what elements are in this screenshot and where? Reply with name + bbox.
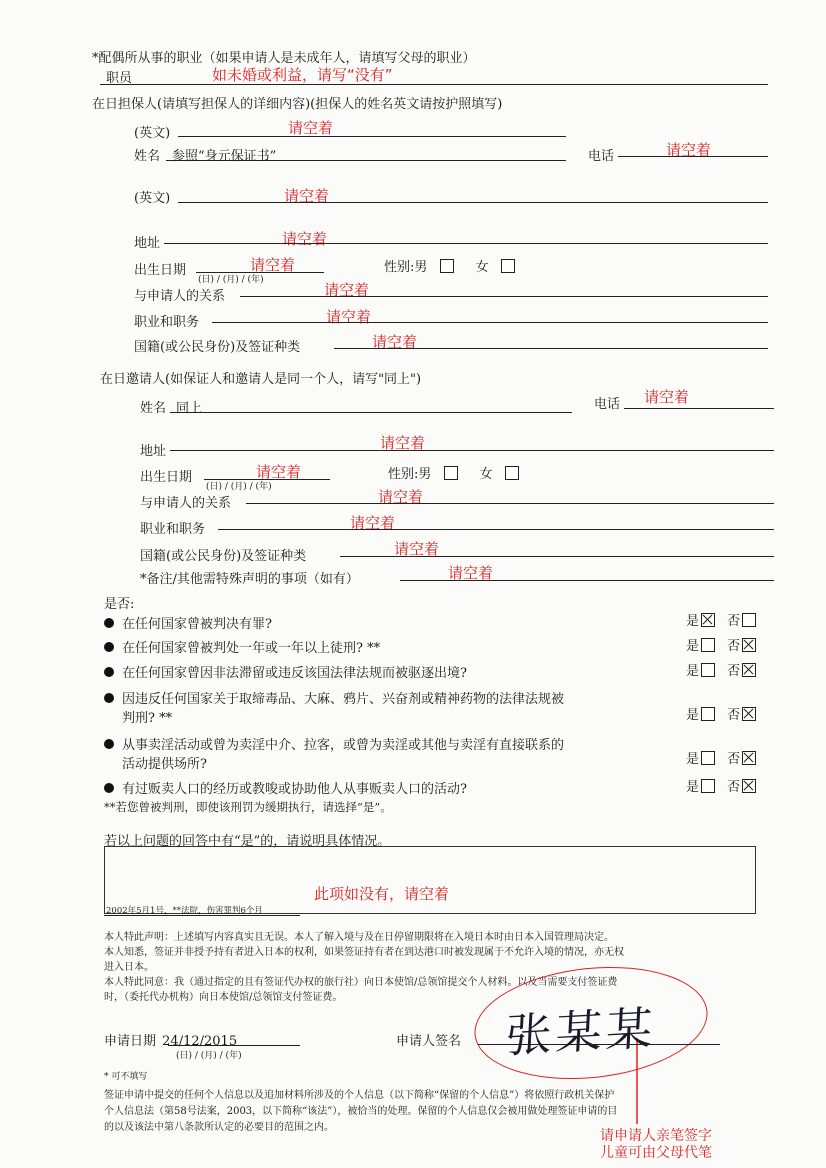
question-1 [104,613,272,632]
inviter-nationality-value[interactable]: 请空着 [394,540,440,558]
question-4-line2: 判刑? ** [122,711,173,726]
guarantor-en2-value[interactable]: 请空着 [284,187,330,205]
no-label: 否 [727,708,741,723]
inviter-job-label: 职业和职务 [140,522,206,537]
inviter-male-checkbox[interactable] [444,466,458,480]
inviter-relation-line [246,503,774,504]
inviter-address-line [170,450,774,451]
explain-note: 此项如没有，请空着 [314,885,450,903]
bullet-icon [104,693,114,703]
inviter-phone-label: 电话 [594,397,621,412]
bullet-icon [104,667,114,677]
inviter-phone-line [624,408,774,409]
inviter-job-line [218,529,774,530]
inviter-remark-line [400,580,774,581]
declaration-line-2: 本人知悉，签证并非授予持有者进入日本的权利，如果签证持有者在到达港口时被发现属于不允许入境的情况，亦无权 [104,947,624,958]
apply-date-line [168,1045,300,1046]
privacy-line-2: 个人信息法（第58号法案，2003，以下简称“该法”），被恰当的处理。保留的个人信息仅会被用做处理签证申请的目 [104,1106,618,1117]
inviter-remark-value[interactable]: 请空着 [448,564,494,582]
yes-checkbox[interactable] [701,613,715,627]
declaration-line-5: 时，（委托代办机构）向日本使馆/总领馆支付签证费。 [104,992,343,1003]
question-5-answer [686,748,758,767]
guarantor-en-line [178,136,566,137]
yes-label: 是 [686,752,700,767]
guarantor-name-value[interactable]: 参照“身元保证书” [172,149,277,164]
guarantor-female-label: 女 [475,260,489,275]
signature-value[interactable]: 张某某 [504,1001,658,1063]
apply-date-label: 申请日期 [104,1034,157,1049]
inviter-dob-value[interactable]: 请空着 [256,463,302,481]
inviter-heading: 在日邀请人(如保证人和邀请人是同一个人，请写"同上") [100,372,422,387]
inviter-female-checkbox[interactable] [505,466,519,480]
guarantor-job-label: 职业和职务 [134,315,200,330]
guarantor-phone-value[interactable]: 请空着 [666,141,712,159]
guarantor-female-checkbox[interactable] [501,259,515,273]
signature-label: 申请人签名 [396,1034,462,1049]
declaration-line-1: 本人特此声明：上述填写内容真实且无误。本人了解入境与及在日停留期限将在入境日本时由日本入国管理局决定。 [104,932,614,943]
guarantor-en2-line [178,202,768,203]
guarantor-en-label: (英文) [134,126,171,141]
guarantor-job-line [212,322,768,323]
bullet-icon [104,618,114,628]
question-text: 从事卖淫活动或曾为卖淫中介、拉客，或曾为卖淫或其他与卖淫有直接联系的 [122,738,565,753]
no-checkbox[interactable] [742,638,756,652]
no-checkbox[interactable] [742,779,756,793]
explain-label: 若以上问题的回答中有“是”的，请说明具体情况。 [104,834,391,849]
no-checkbox[interactable] [742,707,756,721]
bullet-icon [104,642,114,652]
inviter-job-value[interactable]: 请空着 [350,514,396,532]
guarantor-relation-value[interactable]: 请空着 [324,281,370,299]
no-label: 否 [727,639,741,654]
question-1-answer [686,610,758,629]
no-label: 否 [727,752,741,767]
inviter-address-value[interactable]: 请空着 [380,434,426,452]
guarantor-relation-label: 与申请人的关系 [134,289,226,304]
question-6 [104,778,467,797]
guarantor-sex-label: 性别:男 [384,260,428,275]
bullet-icon [104,783,114,793]
question-text: 有过贩卖人口的经历或教唆或协助他人从事贩卖人口的活动? [122,782,467,797]
question-2 [104,637,380,656]
inviter-female-label: 女 [479,467,493,482]
guarantor-address-line [164,243,768,244]
question-5-line2: 活动提供场所? [122,757,207,772]
question-4-answer [686,704,758,723]
question-5 [104,734,564,753]
sign-note-line-2: 儿童可由父母代笔 [600,1145,712,1161]
spouse-occupation-line [100,84,768,85]
spouse-occupation-question: *配偶所从事的职业（如果申请人是未成年人，请填写父母的职业） [92,51,476,66]
inviter-phone-value[interactable]: 请空着 [644,388,690,406]
question-text: 在任何国家曾被判处一年或一年以上徒刑? ** [122,641,381,656]
inviter-relation-value[interactable]: 请空着 [378,488,424,506]
questions-footnote: **若您曾被判刑，即使该刑罚为缓期执行，请选择“是”。 [104,800,392,814]
inviter-address-label: 地址 [140,444,167,459]
yes-checkbox[interactable] [701,638,715,652]
guarantor-job-value[interactable]: 请空着 [326,308,372,326]
question-6-answer [686,776,758,795]
guarantor-heading: 在日担保人(请填写担保人的详细内容)(担保人的姓名英文请按护照填写) [92,97,503,112]
declaration-line-4: 本人特此同意：我（通过指定的且有签证代办权的旅行社）向日本使馆/总领馆提交个人材料。以及当需要支付签证费 [104,977,618,988]
explain-sample-underline [104,915,300,916]
spouse-occupation-note: 如未婚或利益，请写“没有” [212,66,393,84]
question-text: 因违反任何国家关于取缔毒品、大麻、鸦片、兴奋剂或精神药物的法律法规被 [122,692,565,707]
questions-intro: 是否: [104,597,135,612]
guarantor-nationality-line [334,348,768,349]
declaration-line-3: 进入日本。 [104,962,154,973]
inviter-name-label: 姓名 [140,401,167,416]
question-4 [104,688,564,707]
optional-note: * 可不填写 [104,1072,148,1082]
signature-line [478,1044,720,1045]
yes-label: 是 [686,614,700,629]
question-text: 在任何国家曾被判决有罪? [122,617,272,632]
question-text: 在任何国家曾因非法滞留或违反该国法律法规而被驱逐出境? [122,666,467,681]
yes-label: 是 [686,639,700,654]
yes-checkbox[interactable] [701,751,715,765]
guarantor-nationality-value[interactable]: 请空着 [372,333,418,351]
inviter-name-value[interactable]: 同上 [176,401,203,416]
inviter-dob-label: 出生日期 [140,470,193,485]
no-label: 否 [727,664,741,679]
guarantor-phone-label: 电话 [588,149,615,164]
privacy-line-3: 的以及该法中第八条款所认定的必要目的范围之内。 [104,1122,334,1133]
inviter-nationality-label: 国籍(或公民身份)及签证种类 [140,549,307,564]
guarantor-relation-line [240,296,768,297]
inviter-nationality-line [340,556,774,557]
guarantor-dob-label: 出生日期 [134,263,187,278]
inviter-relation-label: 与申请人的关系 [140,496,232,511]
guarantor-en2-label: (英文) [134,191,171,206]
guarantor-address-value[interactable]: 请空着 [282,230,328,248]
no-label: 否 [727,614,741,629]
question-3 [104,662,467,681]
yes-checkbox[interactable] [701,779,715,793]
sign-note-line-1: 请申请人亲笔签字 [600,1128,712,1144]
yes-checkbox[interactable] [701,663,715,677]
no-checkbox[interactable] [742,663,756,677]
guarantor-phone-line [618,156,768,157]
guarantor-dob-hint: (日) / (月) / (年) [198,275,264,285]
explain-sample: 2002年5月1号，**法院，伤害罪判6个月 [106,906,263,916]
no-label: 否 [727,780,741,795]
privacy-line-1: 签证申请中提交的任何个人信息以及追加材料所涉及的个人信息（以下简称“保留的个人信息”）将依照行政机关保护 [104,1090,615,1101]
yes-label: 是 [686,780,700,795]
apply-date-value[interactable]: 24/12/2015 [162,1034,238,1049]
guarantor-en-value[interactable]: 请空着 [288,119,334,137]
no-checkbox[interactable] [742,613,756,627]
inviter-sex-field [388,463,521,482]
spouse-occupation-value: 职员 [106,71,133,86]
question-3-answer [686,660,758,679]
inviter-remark-label: *备注/其他需特殊声明的事项（如有） [140,572,359,587]
yes-label: 是 [686,664,700,679]
guarantor-dob-value[interactable]: 请空着 [250,256,296,274]
guarantor-address-label: 地址 [134,236,161,251]
inviter-name-line [170,412,572,413]
guarantor-male-checkbox[interactable] [440,259,454,273]
bullet-icon [104,739,114,749]
inviter-dob-hint: (日) / (月) / (年) [206,482,272,492]
yes-checkbox[interactable] [701,707,715,721]
guarantor-sex-field [384,256,517,275]
apply-date-hint: (日) / (月) / (年) [176,1051,242,1061]
guarantor-name-label: 姓名 [134,149,161,164]
inviter-sex-label: 性别:男 [388,467,432,482]
question-2-answer [686,635,758,654]
apply-date-field [104,1030,237,1049]
no-checkbox[interactable] [742,751,756,765]
guarantor-name-line [166,160,566,161]
guarantor-nationality-label: 国籍(或公民身份)及签证种类 [134,340,301,355]
yes-label: 是 [686,708,700,723]
